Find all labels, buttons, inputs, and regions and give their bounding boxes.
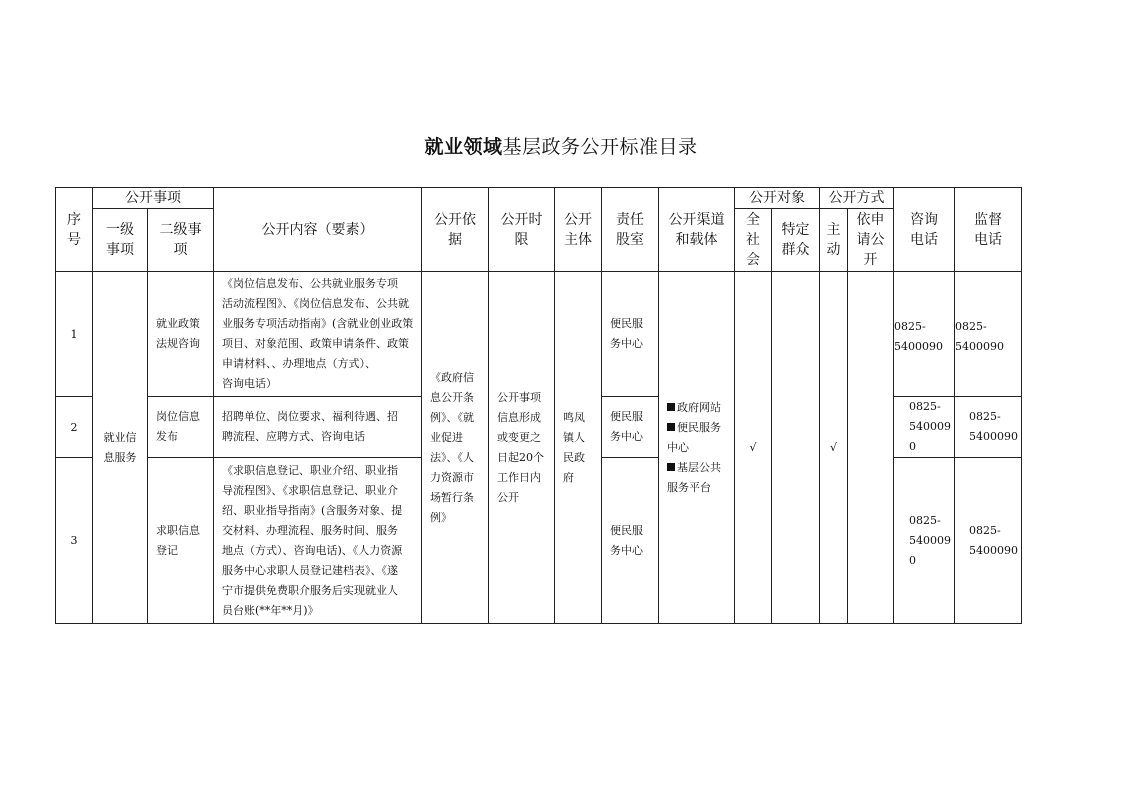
header-audience: 公开对象 bbox=[735, 188, 820, 209]
subject-text: 鸣凤 镇人 民政 府 bbox=[555, 272, 602, 624]
on-request-cell bbox=[848, 272, 894, 624]
header-all-society: 全 社 会 bbox=[735, 209, 772, 272]
row-level2: 求职信息 登记 bbox=[148, 458, 214, 624]
level1-item: 就业信 息服务 bbox=[93, 272, 148, 624]
row-consult-phone: 0825- 540009 0 bbox=[894, 458, 955, 624]
row-dept: 便民服 务中心 bbox=[602, 458, 659, 624]
header-active: 主 动 bbox=[820, 209, 848, 272]
header-level2: 二级事 项 bbox=[148, 209, 214, 272]
row-seq: 2 bbox=[56, 397, 93, 458]
row-supervise-phone: 0825- 5400090 bbox=[955, 458, 1022, 624]
title-rest-part: 基层政务公开标准目录 bbox=[502, 136, 698, 158]
row-level2: 就业政策 法规咨询 bbox=[148, 272, 214, 397]
header-basis: 公开依 据 bbox=[422, 188, 489, 272]
square-bullet-icon bbox=[667, 403, 675, 411]
row-content: 招聘单位、岗位要求、福利待遇、招 聘流程、应聘方式、咨询电话 bbox=[214, 397, 422, 458]
specific-group-cell bbox=[772, 272, 820, 624]
table-row bbox=[56, 272, 1022, 397]
header-channel: 公开渠道 和载体 bbox=[659, 188, 735, 272]
header-content: 公开内容（要素） bbox=[214, 188, 422, 272]
header-supervise-phone: 监督 电话 bbox=[955, 188, 1022, 272]
square-bullet-icon bbox=[667, 463, 675, 471]
channel-item: 基层公共 服务平台 bbox=[667, 460, 721, 494]
basis-text: 《政府信 息公开条 例》、《就 业促进 法》、《人 力资源市 场暂行条 例》 bbox=[422, 272, 489, 624]
row-seq: 1 bbox=[56, 272, 93, 397]
row-dept: 便民服 务中心 bbox=[602, 397, 659, 458]
row-consult-phone: 0825- 5400090 bbox=[894, 272, 955, 397]
time-limit-text: 公开事项 信息形成 或变更之 日起20个 工作日内 公开 bbox=[489, 272, 555, 624]
square-bullet-icon bbox=[667, 423, 675, 431]
row-supervise-phone: 0825- 5400090 bbox=[955, 397, 1022, 458]
header-seq: 序 号 bbox=[56, 188, 93, 272]
row-seq: 3 bbox=[56, 458, 93, 624]
row-content: 《岗位信息发布、公共就业服务专项 活动流程图》、《岗位信息发布、公共就 业服务专项活动指南》(含就业创业政策 项目、对象范围、政策申请条件、政策 申请材料、、办理地点（方式）、 咨询电话） bbox=[214, 272, 422, 397]
header-public-items: 公开事项 bbox=[93, 188, 214, 209]
all-society-check: √ bbox=[735, 272, 772, 624]
channel-list bbox=[659, 272, 735, 624]
header-time-limit: 公开时 限 bbox=[489, 188, 555, 272]
row-consult-phone: 0825- 540009 0 bbox=[894, 397, 955, 458]
active-check: √ bbox=[820, 272, 848, 624]
header-method: 公开方式 bbox=[820, 188, 894, 209]
row-supervise-phone: 0825- 5400090 bbox=[955, 272, 1022, 397]
header-on-request: 依申 请公 开 bbox=[848, 209, 894, 272]
document-title bbox=[0, 132, 1122, 159]
channel-item: 便民服务 中心 bbox=[667, 420, 721, 454]
channel-item: 政府网站 bbox=[667, 398, 731, 418]
row-level2: 岗位信息 发布 bbox=[148, 397, 214, 458]
header-dept: 责任 股室 bbox=[602, 188, 659, 272]
header-consult-phone: 咨询 电话 bbox=[894, 188, 955, 272]
header-subject: 公开 主体 bbox=[555, 188, 602, 272]
row-content: 《求职信息登记、职业介绍、职业指 导流程图》、《求职信息登记、职业介 绍、职业指导指南》(含服务对象、提 交材料、办理流程、服务时间、服务 地点（方式）、咨询电话)、《人力资源 服务中心求职人员登记建档表》、《遂 宁市提供免费职介服务后实现就业人 员台账(**年**月)》 bbox=[214, 458, 422, 624]
title-bold-part: 就业领域 bbox=[424, 136, 503, 158]
header-level1: 一级 事项 bbox=[93, 209, 148, 272]
catalog-table bbox=[55, 187, 1022, 624]
row-dept: 便民服 务中心 bbox=[602, 272, 659, 397]
header-specific-group: 特定 群众 bbox=[772, 209, 820, 272]
